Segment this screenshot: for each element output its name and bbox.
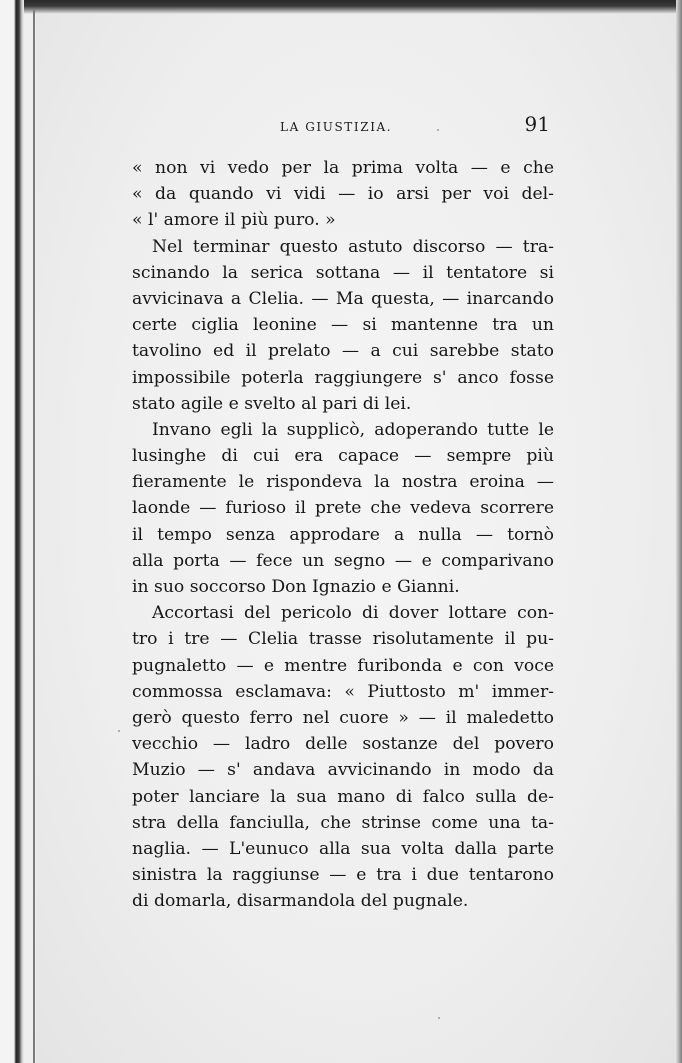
scan-left-border bbox=[0, 0, 24, 1063]
body-text bbox=[132, 155, 554, 914]
text-line: stato agile e svelto al pari di lei. bbox=[132, 393, 412, 414]
text-line: Nel terminar questo astuto discorso — tra- bbox=[152, 236, 554, 257]
text-line: scinando la serica sottana — il tentatore si bbox=[132, 262, 554, 283]
text-line: naglia. — L'eunuco alla sua volta dalla parte bbox=[132, 838, 554, 859]
binding-gutter-line bbox=[33, 10, 35, 1063]
page-header bbox=[120, 104, 550, 144]
text-line: alla porta — fece un segno — e comparivano bbox=[132, 550, 554, 571]
text-line: gerò questo ferro nel cuore » — il maledetto bbox=[132, 707, 554, 728]
text-line: il tempo senza approdare a nulla — tornò bbox=[132, 524, 554, 545]
text-line: lusinghe di cui era capace — sempre più bbox=[132, 446, 554, 467]
paper-speck bbox=[438, 1017, 440, 1019]
text-line: fieramente le rispondeva la nostra eroina — bbox=[132, 472, 554, 493]
text-line: impossibile poterla raggiungere s' anco fosse bbox=[132, 367, 554, 388]
page-number: 91 bbox=[524, 112, 550, 136]
text-line: Invano egli la supplicò, adoperando tutte le bbox=[152, 419, 554, 440]
text-line: tro i tre — Clelia trasse risolutamente il pu- bbox=[132, 629, 554, 650]
text-line: avvicinava a Clelia. — Ma questa, — inarcando bbox=[132, 288, 554, 309]
scan-top-border bbox=[0, 0, 682, 14]
text-line: tavolino ed il prelato — a cui sarebbe stato bbox=[132, 341, 554, 362]
text-line: « l' amore il più puro. » bbox=[132, 210, 336, 231]
text-line: in suo soccorso Don Ignazio e Gianni. bbox=[132, 577, 460, 597]
text-line: sinistra la raggiunse — e tra i due tentarono bbox=[132, 865, 554, 886]
text-line: laonde — furioso il prete che vedeva scorrere bbox=[132, 498, 554, 519]
text-line: Accortasi del pericolo di dover lottare con- bbox=[152, 603, 554, 624]
text-line: vecchio — ladro delle sostanze del povero bbox=[132, 734, 554, 755]
text-line: poter lanciare la sua mano di falco sulla de- bbox=[132, 786, 554, 807]
text-line: Muzio — s' andava avvicinando in modo da bbox=[132, 760, 554, 781]
text-line: commossa esclamava: « Piuttosto m' immer- bbox=[132, 681, 554, 702]
paper-speck bbox=[118, 730, 120, 732]
text-line: « da quando vi vidi — io arsi per voi del- bbox=[132, 184, 554, 205]
text-line: pugnaletto — e mentre furibonda e con voce bbox=[132, 655, 554, 676]
text-line: di domarla, disarmandola del pugnale. bbox=[132, 891, 469, 912]
text-line: certe ciglia leonine — si mantenne tra un bbox=[132, 315, 554, 336]
text-line: stra della fanciulla, che strinse come una ta- bbox=[132, 812, 554, 833]
paper-speck bbox=[437, 129, 439, 131]
scan-right-border bbox=[676, 0, 682, 1063]
running-head: LA GIUSTIZIA. bbox=[280, 120, 393, 134]
text-line: « non vi vedo per la prima volta — e che bbox=[132, 158, 554, 178]
